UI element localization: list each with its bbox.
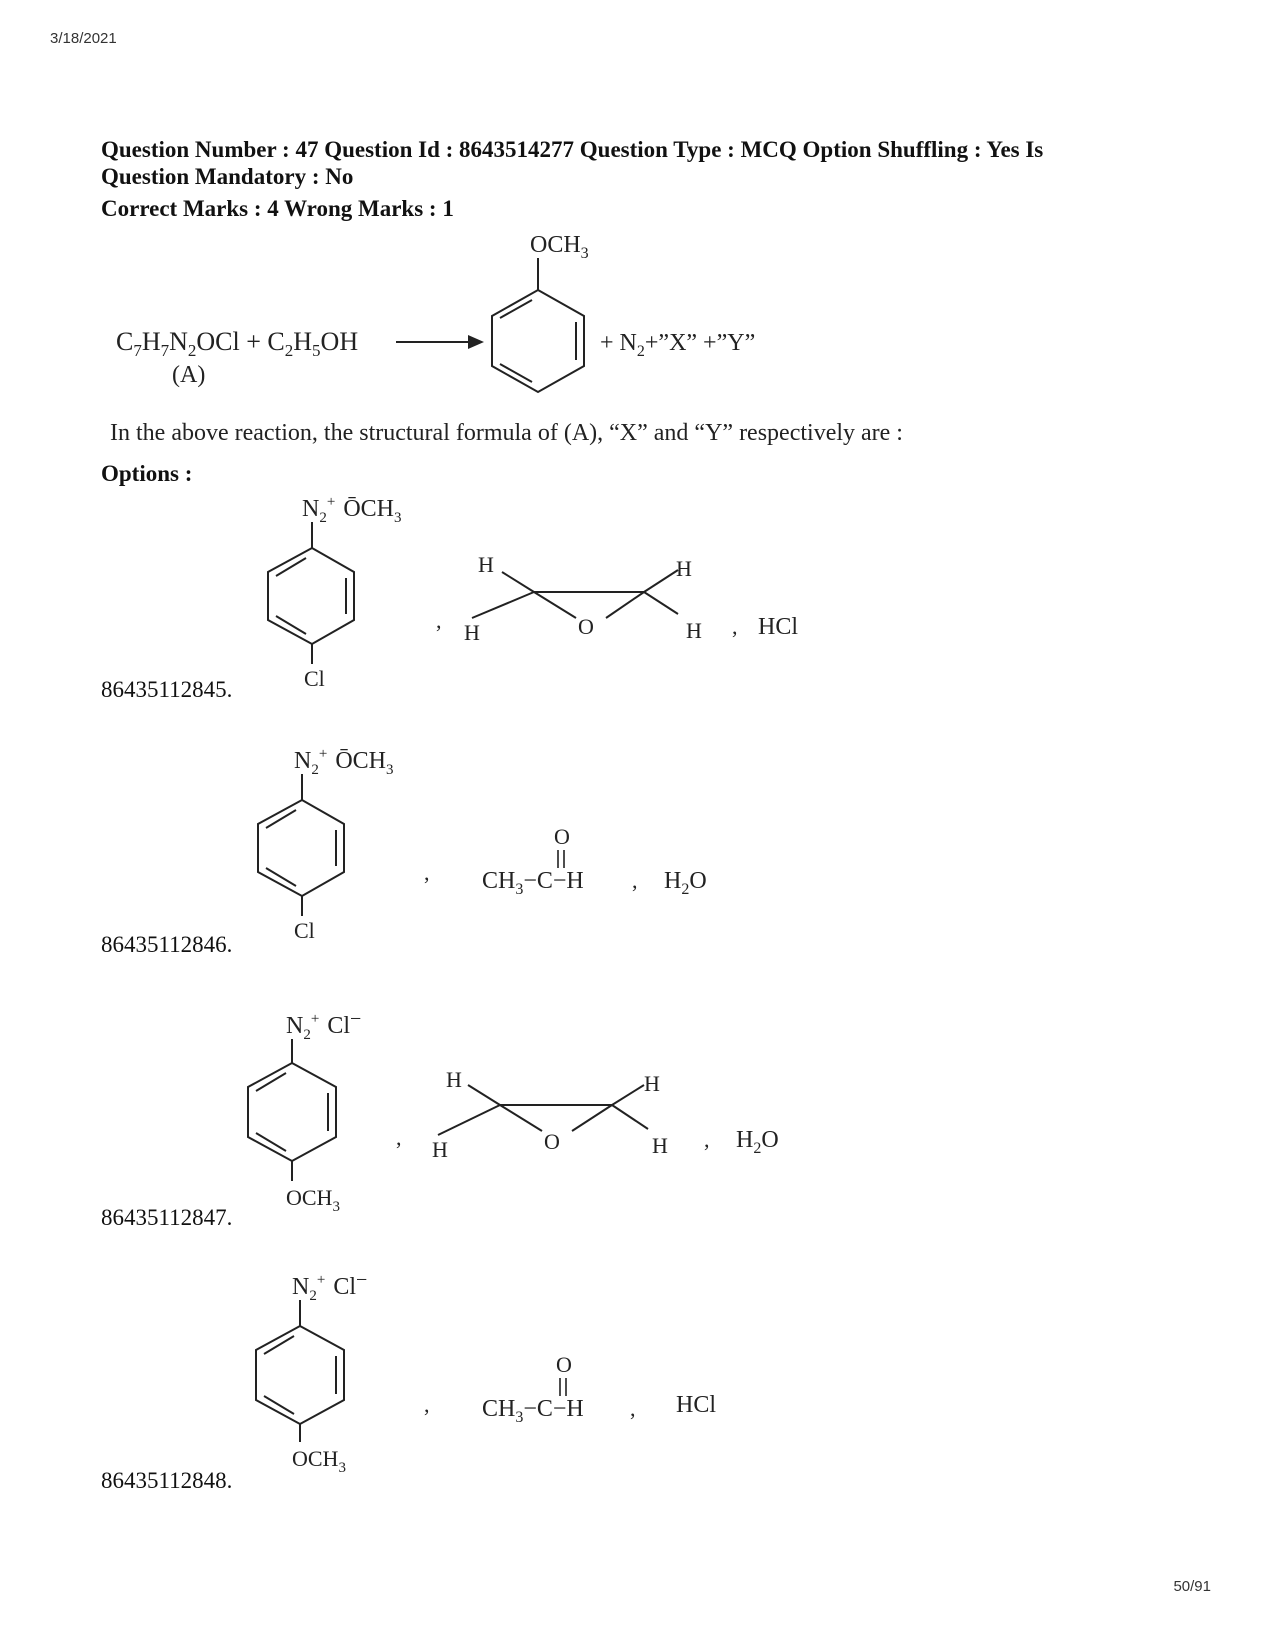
svg-text:HCl: HCl — [758, 614, 799, 640]
question-header-line-2: Question Mandatory : No — [101, 164, 354, 189]
option-1-epoxide — [472, 570, 678, 618]
svg-text:H2O: $H_2O$ — [664, 868, 707, 898]
svg-text:H: H — [644, 1071, 660, 1096]
svg-text:,: , — [424, 860, 430, 885]
svg-text:O: O — [578, 614, 594, 639]
svg-text:H: H — [432, 1137, 448, 1162]
option-1-structure[interactable] — [240, 488, 840, 698]
page-counter: 50/91 — [1173, 1578, 1211, 1595]
option-3-structure[interactable] — [220, 1005, 840, 1220]
svg-text:OCH3: $OCH_3$ — [292, 1446, 346, 1476]
svg-text:H: H — [676, 556, 692, 581]
svg-text:,: , — [732, 614, 738, 639]
svg-text:Cl: Cl — [304, 666, 325, 691]
question-marks: Correct Marks : 4 Wrong Marks : 1 — [101, 196, 454, 221]
svg-text:H: H — [478, 552, 494, 577]
svg-text:Cl: Cl — [294, 918, 315, 943]
option-2-acetaldehyde — [482, 824, 707, 898]
reactant-formula: $C_7H_7N_2OCl + C_2H_5OH$ — [116, 327, 359, 360]
svg-text:HCl: HCl — [676, 1392, 717, 1418]
svg-text:O: O — [544, 1129, 560, 1154]
svg-text:,: , — [632, 868, 638, 893]
reactant-label: (A) — [172, 362, 206, 388]
option-1-id: 86435112845. — [101, 677, 233, 702]
svg-text:H: H — [686, 618, 702, 643]
options-label: Options : — [101, 461, 193, 486]
option-4-structure[interactable] — [230, 1266, 830, 1486]
option-4-acetaldehyde — [482, 1352, 716, 1426]
svg-text:H: H — [652, 1133, 668, 1158]
svg-text:O: O — [556, 1352, 572, 1377]
svg-text:N2+Cl−: $N_2^+$ Cl− — [286, 1008, 362, 1043]
svg-text:,: , — [630, 1396, 636, 1421]
svg-text:,: , — [436, 608, 442, 633]
option-2-id: 86435112846. — [101, 932, 233, 957]
svg-text:H: H — [464, 620, 480, 645]
svg-text:H2O: $H_2O$ — [736, 1127, 779, 1157]
product-substituent: $OCH_3$ — [530, 232, 589, 262]
option-4-id: 86435112848. — [101, 1468, 233, 1493]
svg-text:,: , — [704, 1127, 710, 1152]
print-date: 3/18/2021 — [50, 30, 117, 47]
svg-text:O: O — [554, 824, 570, 849]
option-2-structure[interactable] — [240, 740, 840, 950]
svg-text:H: H — [446, 1067, 462, 1092]
svg-text:N2+ŌCH3: $N_2^+$ $ŌCH_3$ — [294, 746, 394, 778]
svg-text:,: , — [424, 1392, 430, 1417]
byproducts: + $N_2+”X$” +”Y” — [600, 330, 756, 360]
svg-text:N2+Cl−: $N_2^+$ Cl− — [292, 1269, 368, 1304]
ring-bottom-och3: $OCH_3$ — [286, 1185, 340, 1215]
reaction-scheme — [100, 228, 860, 398]
svg-text:N2+ŌCH3: $N_2^+$ $ŌCH_3$ — [302, 494, 402, 526]
question-header-line-1: Question Number : 47 Question Id : 8643514277 Question Type : MCQ Option Shuffling : Yes Is — [101, 137, 1044, 162]
question-text: In the above reaction, the structural formula of (A), “X” and “Y” respectively are : — [110, 420, 903, 446]
svg-text:CH3−C−H: $CH_3-C-H$ — [482, 1396, 584, 1426]
svg-text:,: , — [396, 1125, 402, 1150]
option-3-id: 86435112847. — [101, 1205, 233, 1230]
anisole-ring — [492, 258, 584, 392]
svg-text:CH3−C−H: $CH_3-C-H$ — [482, 868, 584, 898]
